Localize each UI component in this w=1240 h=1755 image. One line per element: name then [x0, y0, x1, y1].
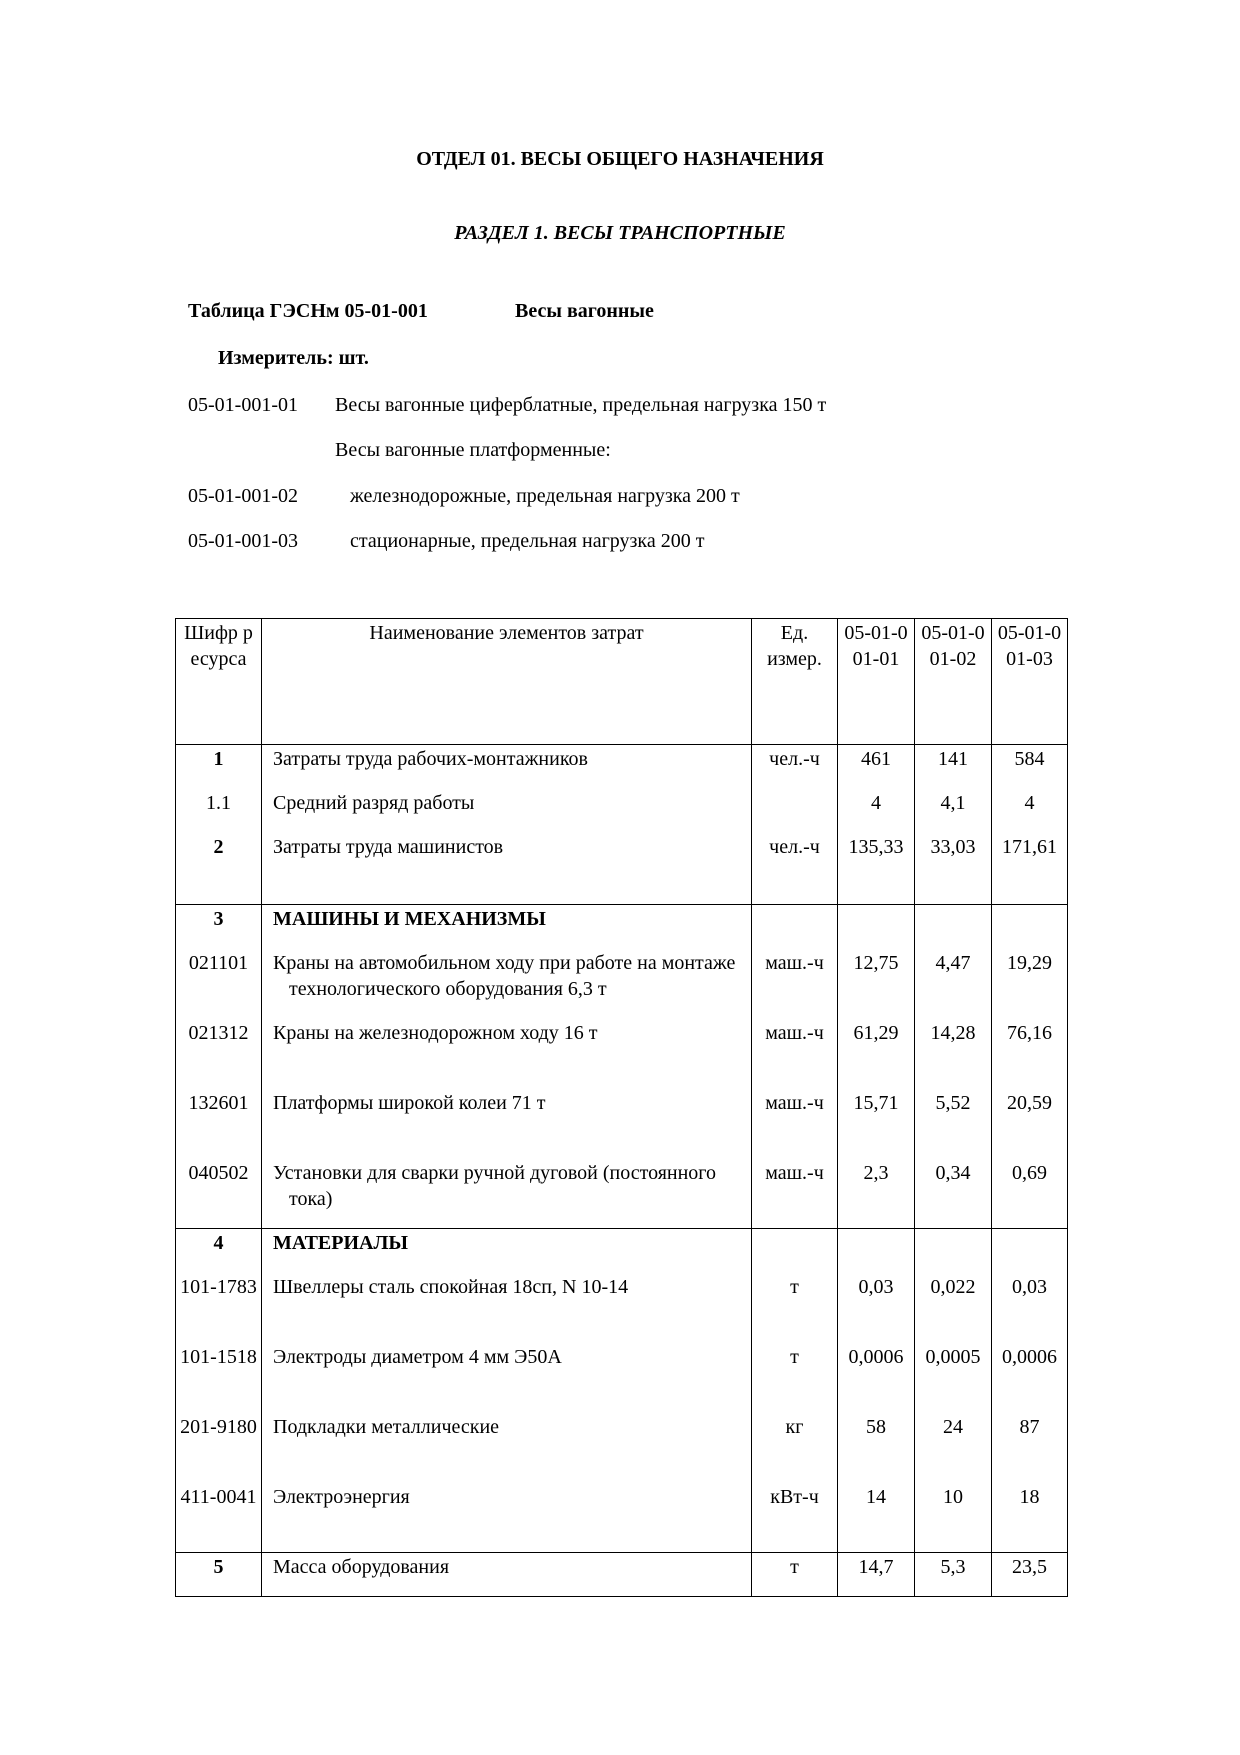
table-row	[176, 833, 1068, 905]
cost-element-name-cell: Швеллеры сталь спокойная 18сп, N 10-14	[262, 1273, 752, 1343]
table-row	[176, 1229, 1068, 1273]
unit-cell	[752, 905, 838, 949]
cost-element-name-cell: Платформы широкой колеи 71 т	[262, 1089, 752, 1159]
header-unit: Ед. измер.	[752, 619, 838, 745]
norm-03-value-cell: 0,69	[992, 1159, 1068, 1229]
norm-02-value-cell: 10	[915, 1483, 992, 1553]
table-row	[176, 1413, 1068, 1483]
norm-03-value-cell: 23,5	[992, 1553, 1068, 1597]
norm-02-value-cell: 141	[915, 745, 992, 789]
norm-02-value-cell: 14,28	[915, 1019, 992, 1089]
table-code: Таблица ГЭСНм 05-01-001	[188, 300, 428, 322]
table-header-row	[176, 619, 1068, 745]
resource-code-cell: 3	[176, 905, 262, 949]
norm-01-value-cell	[838, 1229, 915, 1273]
table-title: Весы вагонные	[515, 300, 654, 322]
norm-01-value-cell	[838, 905, 915, 949]
norm-03-value-cell: 4	[992, 789, 1068, 833]
cost-element-name-cell: Электроды диаметром 4 мм Э50А	[262, 1343, 752, 1413]
resource-code-cell: 021101	[176, 949, 262, 1019]
table-row	[176, 1273, 1068, 1343]
unit-cell: кг	[752, 1413, 838, 1483]
cost-element-name-cell: Электроэнергия	[262, 1483, 752, 1553]
unit-cell: кВт-ч	[752, 1483, 838, 1553]
norm-01-value-cell: 15,71	[838, 1089, 915, 1159]
resource-code-cell: 5	[176, 1553, 262, 1597]
norm-02-value-cell: 4,1	[915, 789, 992, 833]
norm-02-value-cell: 33,03	[915, 833, 992, 905]
resource-code-cell: 021312	[176, 1019, 262, 1089]
norm-03-value-cell: 584	[992, 745, 1068, 789]
unit-cell	[752, 1229, 838, 1273]
norm-02-value-cell: 5,52	[915, 1089, 992, 1159]
resource-code-cell: 411-0041	[176, 1483, 262, 1553]
unit-cell: т	[752, 1343, 838, 1413]
unit-cell: маш.-ч	[752, 1019, 838, 1089]
cost-element-name-cell: Масса оборудования	[262, 1553, 752, 1597]
resource-code-cell: 101-1518	[176, 1343, 262, 1413]
cost-element-name-cell: Подкладки металлические	[262, 1413, 752, 1483]
cost-element-name-cell: МАТЕРИАЛЫ	[262, 1229, 752, 1273]
norm-03-value-cell: 19,29	[992, 949, 1068, 1019]
norm-03-value-cell: 87	[992, 1413, 1068, 1483]
cost-element-name-cell: Краны на автомобильном ходу при работе на монтаже технологического оборудования 6,3 т	[262, 949, 752, 1019]
norm-01-value-cell: 2,3	[838, 1159, 915, 1229]
header-norm-02: 05-01-001-02	[915, 619, 992, 745]
norm-01-value-cell: 14,7	[838, 1553, 915, 1597]
norm-03-value-cell	[992, 905, 1068, 949]
norm-03-value-cell: 0,0006	[992, 1343, 1068, 1413]
norm-code: 05-01-001-03	[188, 530, 298, 552]
norm-02-value-cell: 0,022	[915, 1273, 992, 1343]
header-norm-01: 05-01-001-01	[838, 619, 915, 745]
norm-01-value-cell: 14	[838, 1483, 915, 1553]
table-row	[176, 1483, 1068, 1553]
unit-cell	[752, 789, 838, 833]
cost-element-name-cell: Затраты труда рабочих-монтажников	[262, 745, 752, 789]
norm-text: Весы вагонные циферблатные, предельная нагрузка 150 т	[335, 394, 827, 416]
norm-03-value-cell: 18	[992, 1483, 1068, 1553]
resource-code-cell: 132601	[176, 1089, 262, 1159]
resource-code-cell: 4	[176, 1229, 262, 1273]
norm-01-value-cell: 4	[838, 789, 915, 833]
unit-cell: т	[752, 1553, 838, 1597]
cost-element-name-cell: Средний разряд работы	[262, 789, 752, 833]
header-norm-03: 05-01-001-03	[992, 619, 1068, 745]
cost-element-name-cell: Затраты труда машинистов	[262, 833, 752, 905]
unit-cell: т	[752, 1273, 838, 1343]
table-row	[176, 1343, 1068, 1413]
cost-element-name-cell: Краны на железнодорожном ходу 16 т	[262, 1019, 752, 1089]
cost-element-name-cell: Установки для сварки ручной дуговой (постоянного тока)	[262, 1159, 752, 1229]
norm-01-value-cell: 0,03	[838, 1273, 915, 1343]
norm-text: железнодорожные, предельная нагрузка 200 т	[350, 485, 740, 507]
measure-unit: Измеритель: шт.	[218, 347, 369, 369]
norm-02-value-cell: 5,3	[915, 1553, 992, 1597]
norm-group-text: Весы вагонные платформенные:	[335, 439, 611, 461]
resource-table	[175, 618, 1068, 1597]
resource-code-cell: 2	[176, 833, 262, 905]
norm-02-value-cell: 0,0005	[915, 1343, 992, 1413]
norm-03-value-cell: 20,59	[992, 1089, 1068, 1159]
resource-code-cell: 040502	[176, 1159, 262, 1229]
unit-cell: чел.-ч	[752, 745, 838, 789]
table-row	[176, 745, 1068, 789]
norm-02-value-cell: 0,34	[915, 1159, 992, 1229]
norm-01-value-cell: 61,29	[838, 1019, 915, 1089]
table-row	[176, 1553, 1068, 1597]
subsection-heading: РАЗДЕЛ 1. ВЕСЫ ТРАНСПОРТНЫЕ	[454, 222, 786, 244]
norm-text: стационарные, предельная нагрузка 200 т	[350, 530, 705, 552]
resource-code-cell: 201-9180	[176, 1413, 262, 1483]
table-row	[176, 949, 1068, 1019]
norm-02-value-cell	[915, 1229, 992, 1273]
norm-03-value-cell: 171,61	[992, 833, 1068, 905]
header-resource-code: Шифр ресурса	[176, 619, 262, 745]
norm-02-value-cell	[915, 905, 992, 949]
section-heading: ОТДЕЛ 01. ВЕСЫ ОБЩЕГО НАЗНАЧЕНИЯ	[416, 148, 824, 170]
norm-01-value-cell: 135,33	[838, 833, 915, 905]
resource-code-cell: 1	[176, 745, 262, 789]
norm-01-value-cell: 12,75	[838, 949, 915, 1019]
unit-cell: маш.-ч	[752, 949, 838, 1019]
resource-code-cell: 101-1783	[176, 1273, 262, 1343]
table-row	[176, 789, 1068, 833]
table-row	[176, 1159, 1068, 1229]
cost-element-name-cell: МАШИНЫ И МЕХАНИЗМЫ	[262, 905, 752, 949]
norm-02-value-cell: 24	[915, 1413, 992, 1483]
unit-cell: маш.-ч	[752, 1159, 838, 1229]
header-cost-elements: Наименование элементов затрат	[262, 619, 752, 745]
norm-code: 05-01-001-02	[188, 485, 298, 507]
table-row	[176, 1089, 1068, 1159]
unit-cell: маш.-ч	[752, 1089, 838, 1159]
norm-03-value-cell	[992, 1229, 1068, 1273]
table-row	[176, 1019, 1068, 1089]
norm-03-value-cell: 76,16	[992, 1019, 1068, 1089]
norm-03-value-cell: 0,03	[992, 1273, 1068, 1343]
norm-01-value-cell: 461	[838, 745, 915, 789]
norm-code: 05-01-001-01	[188, 394, 298, 416]
norm-02-value-cell: 4,47	[915, 949, 992, 1019]
norm-01-value-cell: 0,0006	[838, 1343, 915, 1413]
norm-01-value-cell: 58	[838, 1413, 915, 1483]
resource-code-cell: 1.1	[176, 789, 262, 833]
table-row	[176, 905, 1068, 949]
unit-cell: чел.-ч	[752, 833, 838, 905]
